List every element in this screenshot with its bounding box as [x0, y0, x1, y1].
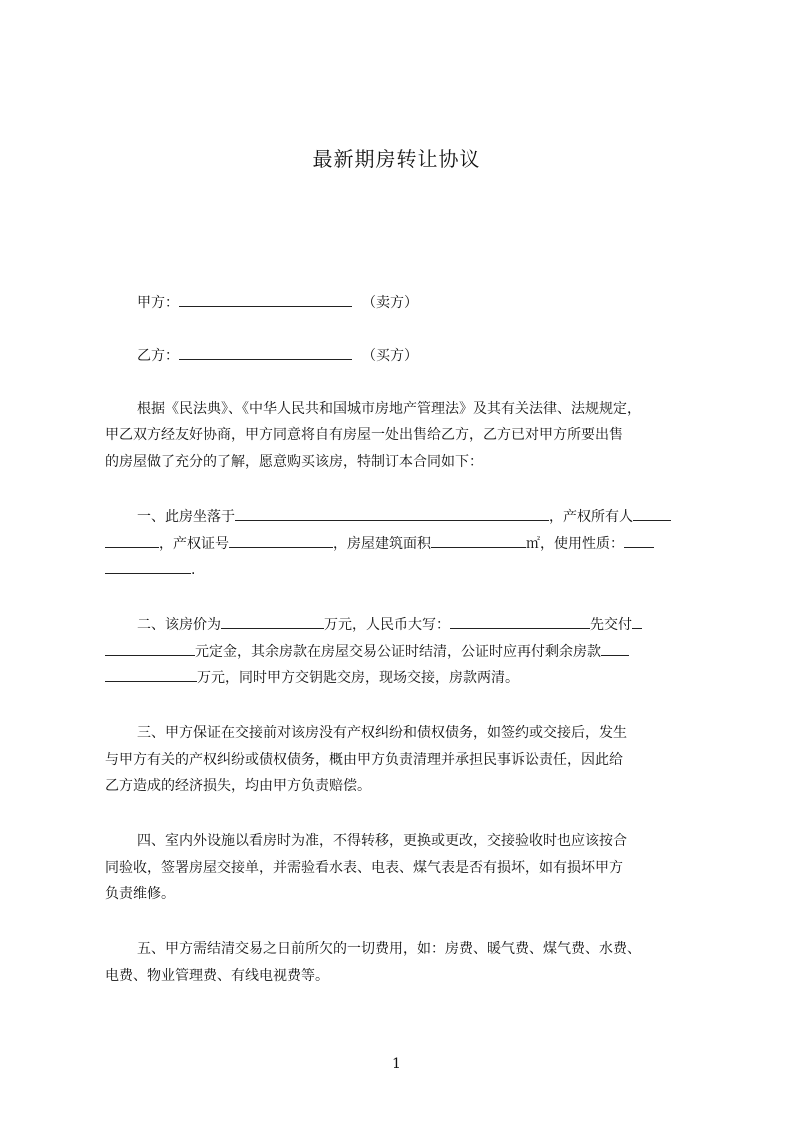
party-a-line	[137, 292, 418, 312]
preamble-line: 根据《民法典》、《中华人民共和国城市房地产管理法》及其有关法律、法规规定，	[137, 401, 641, 417]
clause3-line: 三、甲方保证在交接前对该房没有产权纠纷和债权债务，如签约或交接后，发生	[137, 725, 627, 741]
clause4-line: 同验收，签署房屋交接单，并需验看水表、电表、煤气表是否有损坏，如有损坏甲方	[105, 860, 623, 876]
party-b-role: （买方）	[362, 348, 418, 364]
clause2-line	[105, 613, 737, 638]
remaining-blank-cont[interactable]	[105, 667, 197, 682]
clause4-line: 四、室内外设施以看房时为准，不得转移，更换或更改，交接验收时也应该按合	[137, 833, 627, 849]
clause1-text: .	[191, 562, 196, 578]
document-title: 最新期房转让协议	[312, 147, 481, 171]
clause4-line: 负责维修。	[105, 886, 175, 902]
page-number: 1	[392, 1056, 401, 1072]
certificate-no-blank[interactable]	[229, 533, 333, 548]
party-a-blank[interactable]	[179, 292, 352, 307]
clause3-line: 与甲方有关的产权纠纷或债权债务，概由甲方负责清理并承担民事诉讼责任，因此给	[105, 752, 623, 768]
location-blank[interactable]	[235, 506, 549, 521]
owner-blank[interactable]	[633, 506, 671, 521]
clause2-text: 万元，人民币大写：	[324, 617, 450, 633]
party-a-role: （卖方）	[362, 295, 418, 311]
party-b-label: 乙方：	[137, 348, 179, 364]
preamble-line: 甲乙双方经友好协商，甲方同意将自有房屋一处出售给乙方，乙方已对甲方所要出售	[105, 427, 623, 443]
clause1-text: ，产权所有人	[549, 509, 633, 525]
area-blank[interactable]	[431, 533, 526, 548]
usage-blank-cont[interactable]	[105, 559, 191, 574]
clause2-text: 万元，同时甲方交钥匙交房，现场交接，房款两清。	[197, 670, 519, 686]
price-words-blank[interactable]	[450, 614, 590, 629]
clause2-line	[105, 666, 705, 691]
clause1-text: 一、此房坐落于	[137, 509, 235, 525]
clause2-line	[105, 640, 705, 665]
clause3-line: 乙方造成的经济损失，均由甲方负责赔偿。	[105, 778, 371, 794]
clause2-text: 二、该房价为	[137, 617, 221, 633]
preamble-line: 的房屋做了充分的了解，愿意购买该房，特制订本合同如下：	[105, 454, 483, 470]
clause1-text: ，产权证号	[159, 536, 229, 552]
remaining-blank[interactable]	[601, 641, 629, 656]
owner-blank-cont[interactable]	[105, 533, 159, 548]
clause1-text: ㎡，使用性质：	[526, 536, 624, 552]
clause5-line: 电费、物业管理费、有线电视费等。	[105, 968, 329, 984]
deposit-blank-cont[interactable]	[105, 641, 195, 656]
deposit-blank[interactable]	[632, 614, 642, 629]
party-b-line	[137, 345, 418, 365]
clause2-text: 元定金，其余房款在房屋交易公证时结清，公证时应再付剩余房款	[195, 644, 601, 660]
clause1-text: ，房屋建筑面积	[333, 536, 431, 552]
price-blank[interactable]	[221, 614, 324, 629]
clause2-text: 先交付	[590, 617, 632, 633]
party-a-label: 甲方：	[137, 295, 179, 311]
clause1-line	[105, 558, 705, 583]
clause1-line	[105, 505, 737, 530]
clause1-line	[105, 532, 705, 557]
usage-blank[interactable]	[624, 533, 654, 548]
clause5-line: 五、甲方需结清交易之日前所欠的一切费用，如：房费、暖气费、煤气费、水费、	[137, 941, 641, 957]
party-b-blank[interactable]	[179, 345, 352, 360]
